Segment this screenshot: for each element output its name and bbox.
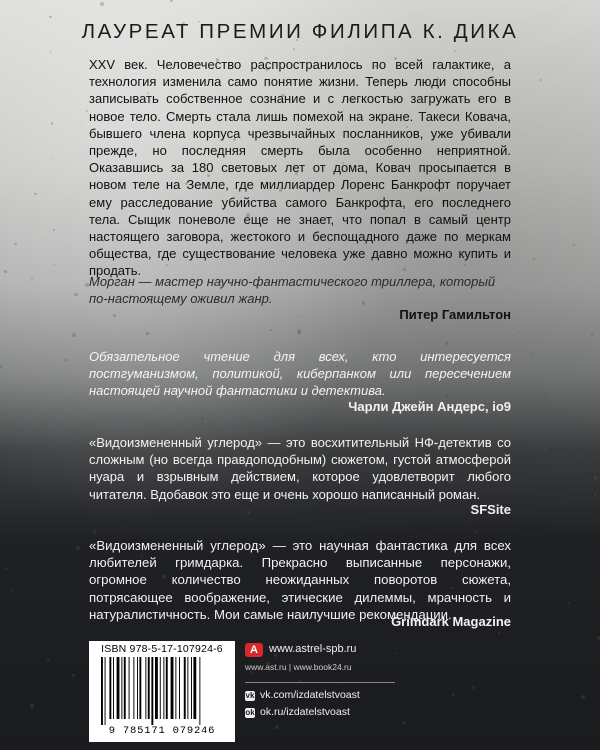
barcode-bar <box>155 657 158 719</box>
barcode-bar <box>187 657 188 719</box>
texture-speck <box>48 695 50 697</box>
texture-speck <box>591 334 593 336</box>
review-author-1: Питер Гамильтон <box>399 307 511 322</box>
texture-speck <box>76 546 80 550</box>
texture-speck <box>30 704 34 708</box>
barcode-bar <box>191 657 192 719</box>
texture-speck <box>573 244 575 246</box>
texture-speck <box>533 258 535 260</box>
texture-speck <box>52 158 53 159</box>
texture-speck <box>141 504 142 505</box>
publisher-divider <box>245 682 395 683</box>
texture-speck <box>0 365 2 367</box>
texture-speck <box>93 530 96 533</box>
texture-speck <box>474 531 476 533</box>
texture-speck <box>581 695 585 699</box>
texture-speck <box>53 229 55 231</box>
texture-speck <box>54 264 55 265</box>
texture-speck <box>247 511 250 514</box>
texture-speck <box>270 329 272 331</box>
texture-speck <box>170 0 172 2</box>
publisher-site[interactable]: www.astrel-spb.ru <box>269 643 357 655</box>
texture-speck <box>275 725 279 729</box>
texture-speck <box>402 721 406 725</box>
barcode-bar <box>109 657 111 719</box>
texture-speck <box>468 520 470 522</box>
texture-speck <box>445 342 448 345</box>
texture-speck <box>498 632 499 633</box>
barcode-bar <box>139 657 141 719</box>
barcode-bar <box>184 657 186 719</box>
barcode-bar <box>175 657 176 719</box>
texture-speck <box>518 331 519 332</box>
review-quote-3: «Видоизмененный углерод» — это восхитительный НФ-детектив со сложным (но всегда правдоподобным) сюжетом, густой атмосферой нуара и взрывным действием, которое удовлетворит любого читателя. Вдобавок это еще и очень хорошо написанный роман. <box>89 435 511 502</box>
barcode-bar <box>137 657 138 719</box>
texture-speck <box>4 270 7 273</box>
texture-speck <box>5 567 7 569</box>
barcode-bar <box>117 657 120 719</box>
texture-speck <box>14 243 16 245</box>
texture-speck <box>472 686 475 689</box>
vk-icon: vk <box>245 691 255 700</box>
texture-speck <box>49 16 52 19</box>
barcode-bar <box>145 657 146 719</box>
texture-speck <box>544 396 546 398</box>
texture-speck <box>86 110 88 112</box>
review-author-2: Чарли Джейн Андерс, io9 <box>348 399 511 414</box>
texture-speck <box>293 48 295 50</box>
publisher-sites-line[interactable]: www.ast.ru | www.book24.ru <box>245 662 352 672</box>
texture-speck <box>113 314 116 317</box>
texture-speck <box>72 674 75 677</box>
texture-speck <box>74 293 77 296</box>
texture-speck <box>576 386 577 387</box>
texture-speck <box>545 449 547 451</box>
texture-speck <box>530 353 532 355</box>
barcode-bar <box>166 657 168 719</box>
texture-speck <box>82 123 83 124</box>
texture-speck <box>298 315 300 317</box>
ok-link[interactable]: ok.ru/izdatelstvoast <box>260 706 350 718</box>
review-quote-1: Морган — мастер научно-фантастического триллера, который по-настоящему оживил жанр. <box>89 274 496 307</box>
barcode-bar <box>101 657 103 725</box>
isbn-label: ISBN 978-5-17-107924-6 <box>101 643 223 655</box>
vk-link[interactable]: vk.com/izdatelstvoast <box>260 689 360 701</box>
review-author-3: SFSite <box>470 502 511 517</box>
texture-speck <box>34 193 36 195</box>
texture-speck <box>396 652 398 654</box>
barcode-bar <box>105 657 106 725</box>
texture-speck <box>454 50 456 52</box>
award-headline: ЛАУРЕАТ ПРЕМИИ ФИЛИПА К. ДИКА <box>81 20 519 43</box>
texture-speck <box>298 332 301 335</box>
barcode-bar <box>199 657 200 725</box>
texture-speck <box>50 51 52 53</box>
texture-speck <box>594 476 597 479</box>
texture-speck <box>452 693 454 695</box>
texture-speck <box>17 403 19 405</box>
synopsis-paragraph: XXV век. Человечество распространилось по всей галактике, а технология изменила само понятие жизни. Теперь люди способны записывать собственное сознание и с легкостью загружать его в новое тело. Смерть стала лишь помехой на экране. Такеси Ковача, бывшего члена корпуса чрезвычайных посланников, уже убивали прежде, но последняя смерть была особенно неприятной. Оказавшись за 180 световых лет от дома, Ковач просыпается в новом теле на Земле, где миллиардер Лоренс Банкрофт поручает ему расследование убийства самого Банкрофта, его последнего тела. Сыщик поневоле еще не знает, что попал в самый центр настоящего заговора, жестокого и беспощадного даже по меркам общества, где существование человека уже давно можно купить и продать. <box>89 57 511 279</box>
review-author-4: Grimdark Magazine <box>391 614 511 629</box>
barcode-bar <box>113 657 114 719</box>
barcode-bar <box>163 657 164 719</box>
texture-speck <box>342 685 343 686</box>
texture-speck <box>532 711 534 713</box>
barcode-bar <box>160 657 161 719</box>
texture-speck <box>2 465 3 466</box>
texture-speck <box>146 332 149 335</box>
barcode-bar <box>179 657 180 719</box>
texture-speck <box>31 277 33 279</box>
barcode-block <box>89 641 235 742</box>
texture-speck <box>68 246 69 247</box>
texture-speck <box>568 602 570 604</box>
barcode-bars <box>99 657 229 725</box>
barcode-bar <box>129 657 130 719</box>
texture-speck <box>569 447 570 448</box>
texture-speck <box>594 494 595 495</box>
barcode-digits: 9 785171 079246 <box>108 725 216 737</box>
texture-speck <box>297 329 301 333</box>
barcode-bar <box>124 657 126 719</box>
texture-speck <box>540 79 542 81</box>
texture-speck <box>72 333 76 337</box>
texture-speck <box>51 122 53 124</box>
texture-speck <box>538 198 539 199</box>
texture-speck <box>47 659 50 662</box>
barcode-bar <box>133 657 134 719</box>
barcode-bar <box>148 657 150 719</box>
astrel-logo-icon: A <box>245 643 263 657</box>
ok-icon: ok <box>245 708 255 717</box>
barcode-bar <box>193 657 196 719</box>
review-quote-2: Обязательное чтение для всех, кто интересуется постгуманизмом, политикой, киберпанком или пересечением настоящей научной фантастики и детектива. <box>89 349 511 399</box>
texture-speck <box>65 359 67 361</box>
barcode-bar <box>171 657 174 719</box>
texture-speck <box>409 530 410 531</box>
texture-speck <box>294 421 295 422</box>
texture-speck <box>10 590 12 592</box>
review-quote-4: «Видоизмененный углерод» — это научная фантастика для всех любителей гримдарка. Прекрасно выписанные персонажи, огромное количество неожиданных поворотов сюжета, потрясающее воображение, этические дилеммы, мрачность и натуралистичность. Мои самые наилучшие рекомендации. <box>89 538 511 622</box>
barcode-bar <box>121 657 122 719</box>
barcode-bar <box>151 657 153 725</box>
texture-speck <box>100 2 104 6</box>
texture-speck <box>201 417 204 420</box>
texture-speck <box>577 457 579 459</box>
